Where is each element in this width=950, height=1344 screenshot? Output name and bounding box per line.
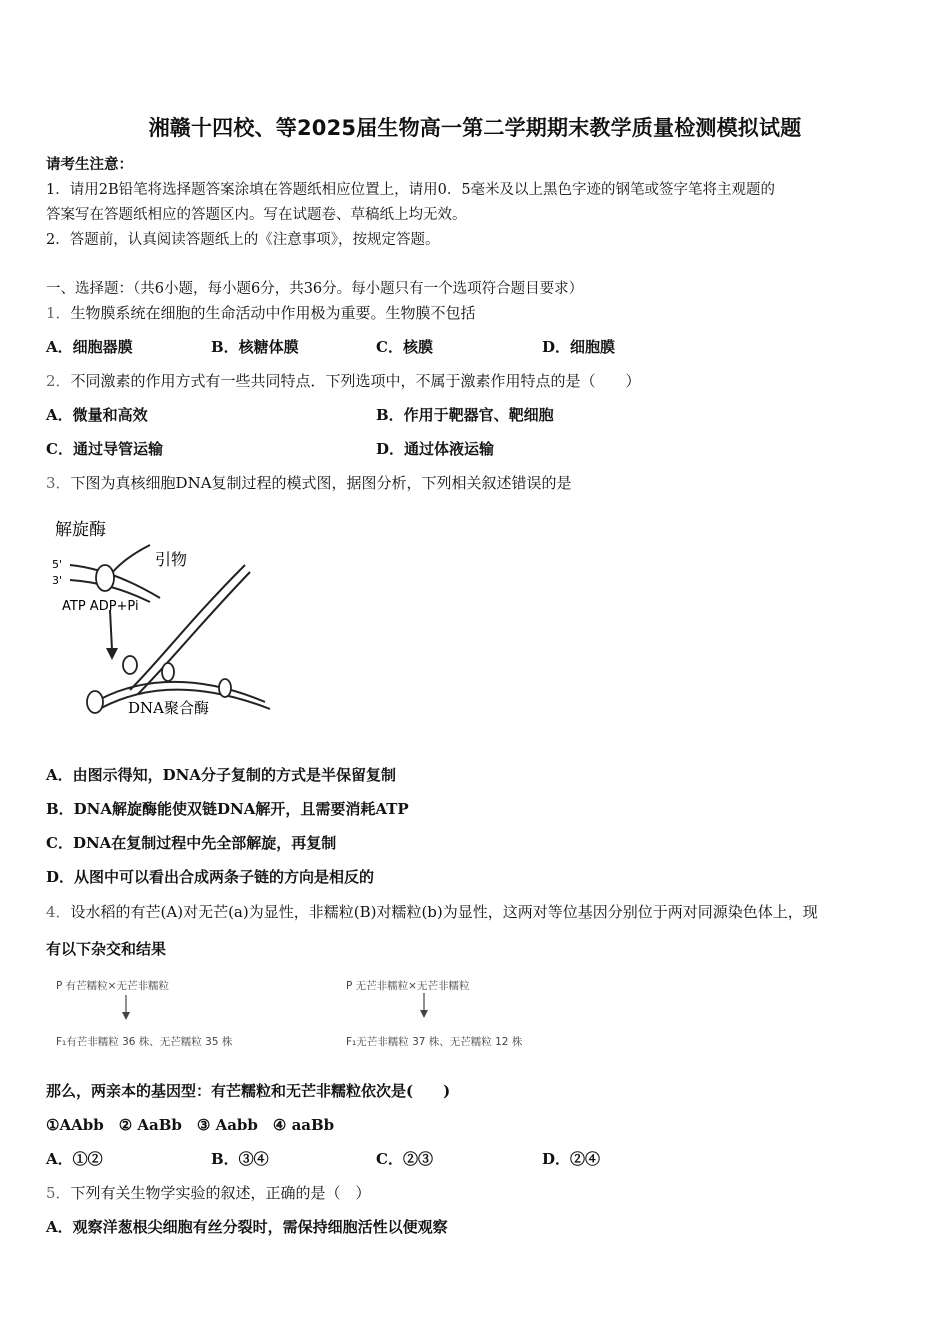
q2-option-c: C．通过导管运输 xyxy=(46,440,163,458)
primer-label: 引物 xyxy=(155,550,188,569)
q3-stem xyxy=(46,472,572,493)
q2-number: 2． xyxy=(46,372,71,390)
notice-line-2: 2．答题前，认真阅读答题纸上的《注意事项》，按规定答题。 xyxy=(46,232,440,248)
polymerase-blob-1 xyxy=(123,656,137,674)
cross2-offspring: F₁无芒非糯粒 37 株、无芒糯粒 12 株 xyxy=(346,1036,523,1048)
q5-option-a: A．观察洋葱根尖细胞有丝分裂时，需保持细胞活性以便观察 xyxy=(46,1218,448,1236)
notice-line-1a: 1．请用2B铅笔将选择题答案涂填在答题纸相应位置上，请用0．5毫米及以上黑色字迹的钢笔或签字笔将主观题的 xyxy=(46,182,776,198)
fork-enzyme xyxy=(96,565,114,591)
polymerase-blob-4 xyxy=(87,691,103,713)
q1-option-d: D．细胞膜 xyxy=(542,338,616,356)
q5-number: 5． xyxy=(46,1184,71,1202)
q1-stem xyxy=(46,302,476,323)
cross1-offspring: F₁有芒非糯粒 36 株、无芒糯粒 35 株 xyxy=(56,1036,233,1048)
q4-option-a: A．①② xyxy=(46,1150,103,1168)
q5-stem xyxy=(46,1182,371,1203)
leading-strand-outer xyxy=(130,565,245,690)
three-prime-label: 3' xyxy=(52,574,63,587)
dna-replication-figure xyxy=(50,510,290,725)
q4-choices: ①AAbb ② AaBb ③ Aabb ④ aaBb xyxy=(46,1116,335,1134)
arrow-head xyxy=(106,648,118,660)
q4-option-c: C．②③ xyxy=(376,1150,433,1168)
atp-label: ATP ADP+Pi xyxy=(62,599,139,614)
q1-option-b: B．核糖体膜 xyxy=(211,338,299,356)
q4-stem-text: 设水稻的有芒(A)对无芒(a)为显性，非糯粒(B)对糯粒(b)为显性，这两对等位基因分别位于两对同源染色体上，现 xyxy=(70,903,818,921)
q4-number: 4． xyxy=(46,903,71,921)
polymerase-blob-3 xyxy=(219,679,231,697)
q1-option-c: C．核膜 xyxy=(376,338,433,356)
q2-option-d: D．通过体液运输 xyxy=(376,440,495,458)
q2-stem xyxy=(46,370,641,391)
q1-stem-text: 生物膜系统在细胞的生命活动中作用极为重要。生物膜不包括 xyxy=(70,304,476,322)
q4-stem-a xyxy=(46,901,818,922)
page-title: 湘赣十四校、等2025届生物高一第二学期期末教学质量检测模拟试题 xyxy=(148,116,802,140)
q3-option-b: B．DNA解旋酶能使双链DNA解开，且需要消耗ATP xyxy=(46,800,409,818)
leading-strand-inner xyxy=(138,572,250,694)
q4-stem-b: 有以下杂交和结果 xyxy=(46,940,167,958)
q4-option-b: B．③④ xyxy=(211,1150,269,1168)
arrow-line xyxy=(110,610,112,650)
q2-option-b: B．作用于靶器官、靶细胞 xyxy=(376,406,554,424)
cross1-arrow xyxy=(120,995,132,1021)
polymerase-blob-2 xyxy=(162,663,174,681)
q4-option-d: D．②④ xyxy=(542,1150,601,1168)
q5-stem-text: 下列有关生物学实验的叙述，正确的是（ ） xyxy=(70,1184,371,1202)
q2-stem-text: 不同激素的作用方式有一些共同特点．下列选项中，不属于激素作用特点的是（ ） xyxy=(70,372,641,390)
q1-number: 1． xyxy=(46,304,71,322)
q2-option-a: A．微量和高效 xyxy=(46,406,148,424)
q3-option-d: D．从图中可以看出合成两条子链的方向是相反的 xyxy=(46,868,375,886)
section-heading: 一、选择题：（共6小题，每小题6分，共36分。每小题只有一个选项符合题目要求） xyxy=(46,281,584,297)
five-prime-label: 5' xyxy=(52,558,63,571)
q3-stem-text: 下图为真核细胞DNA复制过程的模式图，据图分析，下列相关叙述错误的是 xyxy=(70,474,572,492)
polymerase-label: DNA聚合酶 xyxy=(128,699,209,717)
q4-question: 那么，两亲本的基因型：有芒糯粒和无芒非糯粒依次是( ) xyxy=(46,1082,451,1100)
q3-option-a: A．由图示得知，DNA分子复制的方式是半保留复制 xyxy=(46,766,396,784)
cross2-arrow xyxy=(418,993,430,1019)
cross2-parents: P 无芒非糯粒×无芒非糯粒 xyxy=(346,980,470,992)
q3-number: 3． xyxy=(46,474,71,492)
q1-option-a: A．细胞器膜 xyxy=(46,338,133,356)
notice-line-1b: 答案写在答题纸相应的答题区内。写在试题卷、草稿纸上均无效。 xyxy=(46,207,467,223)
helicase-label: 解旋酶 xyxy=(55,520,106,540)
q3-option-c: C．DNA在复制过程中先全部解旋，再复制 xyxy=(46,834,337,852)
cross1-parents: P 有芒糯粒×无芒非糯粒 xyxy=(56,980,169,992)
notice-heading: 请考生注意： xyxy=(46,156,133,173)
